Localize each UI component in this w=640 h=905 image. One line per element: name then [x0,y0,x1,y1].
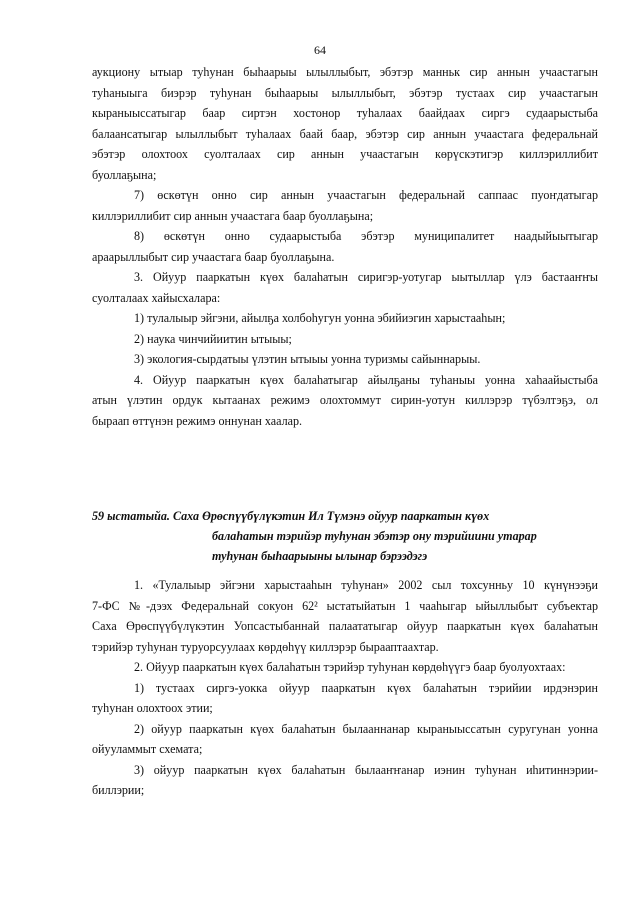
text-line: 4. Ойуур пааркатын күөх балаһатыгар айылҕаны туһаныы уонна хаһаайыстыба [134,372,598,387]
list-item: 2) наука чинчийиитин ытыыы; [134,331,292,346]
text-line: 8) өскөтүн онно судаарыстыба эбэтэр муниципалитет наадыйыытыгар [134,229,598,243]
text-line: тэрийэр туһунан туруорсуулаах көрдөһүү киллэрэр бырааптаахтар. [92,639,439,654]
article-title [92,506,598,566]
article-title-line: 59 ыстатыйа. Саха Өрөспүүбүлүкэтин Ил Түмэнэ ойуур пааркатын күөх [92,509,490,523]
body-text-block-1 [92,62,598,431]
body-text-block-2 [92,575,598,801]
text-line: эбэтэр олохтоох суолталаах сир аннын учаастагын көрүскэтигэр киллэриллибит [92,147,598,161]
text-line: туһунан олохтоох этии; [92,701,213,715]
list-item: 1) тулалыыр эйгэни, айылҕа холбоһугун уонна эбийиэгин харыстааһын; [134,311,506,325]
page-number: 64 [314,43,326,57]
text-line: 7) өскөтүн онно сир аннын учаастагын федеральнай саппаас пуоҥдатыгар [134,188,598,202]
text-line: балаансатыгар ылыллыбыт туһалаах баай баар, эбэтэр сир аннын учаастага федеральнай [92,126,598,141]
text-line: аукциону ытыар туһунан быһаарыы ылыллыбыт, эбэтэр манньк сир аннын учаастагын [92,65,598,79]
article-title-line: туһунан быһаарыыны ылынар бэрээдэгэ [212,549,428,563]
text-line: кыраныыссатыгар баар сиртэн хостонор туһалаах баайдаах сиргэ судаарыстыба [92,106,598,120]
text-line: 7-ФС №-дээх Федеральнай сокуон 62² ыстатыйатын 1 чааһыгар ыйыллыбыт субъектар [92,598,598,613]
article-title-line: балаһатын тэрийэр туһунан эбэтэр ону тэрийиини утарар [212,529,537,543]
list-item: 3) ойуур пааркатын күөх балаһатын былааҥҥанар иэнин туһунан иһитиннэрии- [134,762,598,777]
text-line: 2. Ойуур пааркатын күөх балаһатын тэрийэр туһунан көрдөһүүгэ баар буолуохтаах: [134,660,566,674]
text-line: араарыллыбыт сир учаастага баар буоллаҕына. [92,249,335,264]
list-item: 1) тустаах сиргэ-уокка ойуур пааркатын күөх балаһатын тэрийии ирдэнэрин [134,680,598,695]
list-item: 3) экология-сырдатыы үлэтин ытыыы уонна туризмы сайыннарыы. [134,352,481,366]
text-line: ойууламмыт схемата; [92,742,203,756]
text-line: 1. «Тулалыыр эйгэни харыстааһын туһунан» 2002 сыл тохсунньу 10 күнүнээҕи [134,578,598,592]
text-line: 3. Ойуур пааркатын күөх балаһатын сиригэр-уотугар ыытыллар үлэ бастааҥҥы [134,270,598,284]
text-line: суолталаах хайысхалара: [92,290,221,305]
list-item: 2) ойуур пааркатын күөх балаһатын былааннанар кыраныыссатын суругунан уонна [134,721,598,736]
text-line: быраап өттүнэн режимэ оннунан хаалар. [92,413,303,428]
text-line: атын үлэтин ордук кытаанах режимэ олохтоммут сирин-уотун киллэрэр түбэлтэҕэ, ол [92,393,598,407]
text-line: Саха Өрөспүүбүлүкэтин Уопсастыбаннай палаататыгар ойуур пааркатын күөх балаһатын [92,619,598,633]
text-line: туһаныыга биэрэр туһунан быһаарыы ылыллыбыт, эбэтэр тустаах сир учаастагын [92,85,598,100]
text-line: биллэрии; [92,783,145,797]
text-line: буоллаҕына; [92,167,157,182]
text-line: киллэриллибит сир аннын учаастага баар буоллаҕына; [92,208,374,223]
